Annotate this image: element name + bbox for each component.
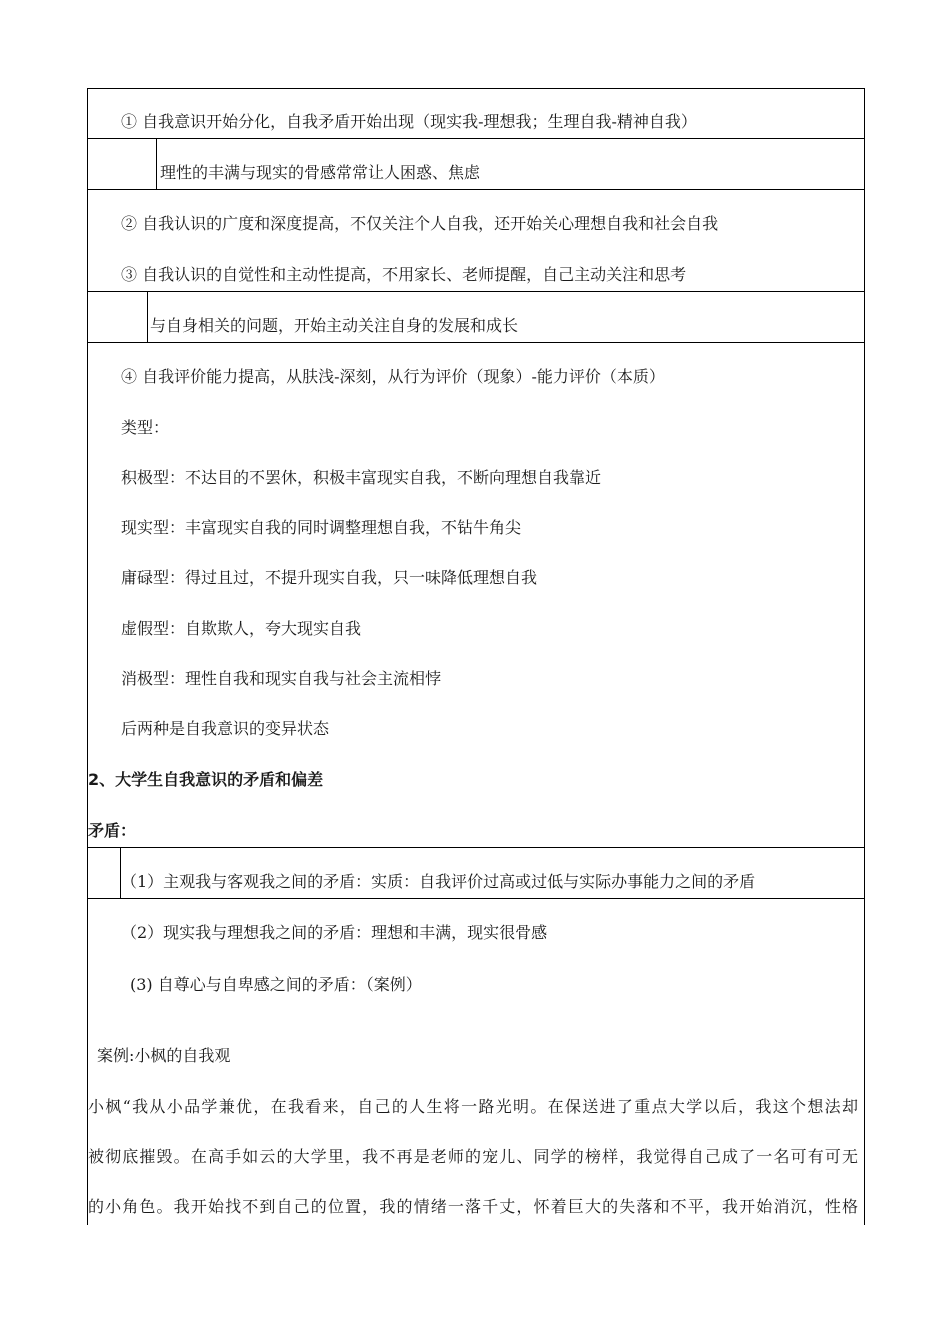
border-row-2	[87, 189, 865, 190]
type-realistic: 现实型：丰富现实自我的同时调整理想自我，不钻牛角尖	[121, 518, 522, 537]
border-row-3	[87, 291, 865, 292]
item-2: ② 自我认识的广度和深度提高，不仅关注个人自我，还开始关心理想自我和社会自我	[121, 214, 719, 233]
case-paragraph-line-3: 的小角色。我开始找不到自己的位置，我的情绪一落千丈，怀着巨大的失落和不平，我开始消沉，性格	[88, 1197, 858, 1216]
section-heading: 2、大学生自我意识的矛盾和偏差	[88, 770, 324, 789]
border-row-6	[87, 898, 865, 899]
item-1-cont: 理性的丰满与现实的骨感常常让人困惑、焦虑	[160, 163, 481, 182]
types-label: 类型：	[121, 418, 170, 437]
contradiction-2: （2）现实我与理想我之间的矛盾：理想和丰满，现实很骨感	[121, 923, 548, 942]
border-top	[87, 88, 865, 89]
border-row-4	[87, 342, 865, 343]
case-paragraph-line-2: 被彻底摧毁。在高手如云的大学里，我不再是老师的宠儿、同学的榜样，我觉得自己成了一名可有可无	[88, 1147, 858, 1166]
contradiction-heading: 矛盾：	[88, 821, 137, 840]
item-4: ④ 自我评价能力提高，从肤浅-深刻，从行为评价（现象）-能力评价（本质）	[121, 367, 665, 386]
case-title: 案例:小枫的自我观	[97, 1046, 231, 1065]
border-row-5	[87, 847, 865, 848]
types-note: 后两种是自我意识的变异状态	[121, 719, 330, 738]
border-row-1	[87, 138, 865, 139]
border-right	[864, 88, 865, 1225]
type-mediocre: 庸碌型：得过且过，不提升现实自我，只一味降低理想自我	[121, 568, 538, 587]
item-1: ① 自我意识开始分化，自我矛盾开始出现（现实我-理想我；生理自我-精神自我）	[121, 112, 697, 131]
border-indent-1	[156, 138, 157, 189]
border-left	[87, 88, 88, 1225]
type-false: 虚假型：自欺欺人，夸大现实自我	[121, 619, 362, 638]
contradiction-1: （1）主观我与客观我之间的矛盾：实质：自我评价过高或过低与实际办事能力之间的矛盾	[121, 872, 756, 891]
item-3: ③ 自我认识的自觉性和主动性提高，不用家长、老师提醒，自己主动关注和思考	[121, 265, 687, 284]
item-3-cont: 与自身相关的问题，开始主动关注自身的发展和成长	[150, 316, 519, 335]
contradiction-3: (3) 自尊心与自卑感之间的矛盾：（案例）	[130, 975, 422, 994]
type-negative: 消极型：理性自我和现实自我与社会主流相悖	[121, 669, 442, 688]
border-indent-2	[147, 291, 148, 342]
type-positive: 积极型：不达目的不罢休，积极丰富现实自我，不断向理想自我靠近	[121, 468, 602, 487]
case-paragraph-line-1: 小枫“我从小品学兼优，在我看来，自己的人生将一路光明。在保送进了重点大学以后，我这个想法却	[88, 1097, 858, 1116]
